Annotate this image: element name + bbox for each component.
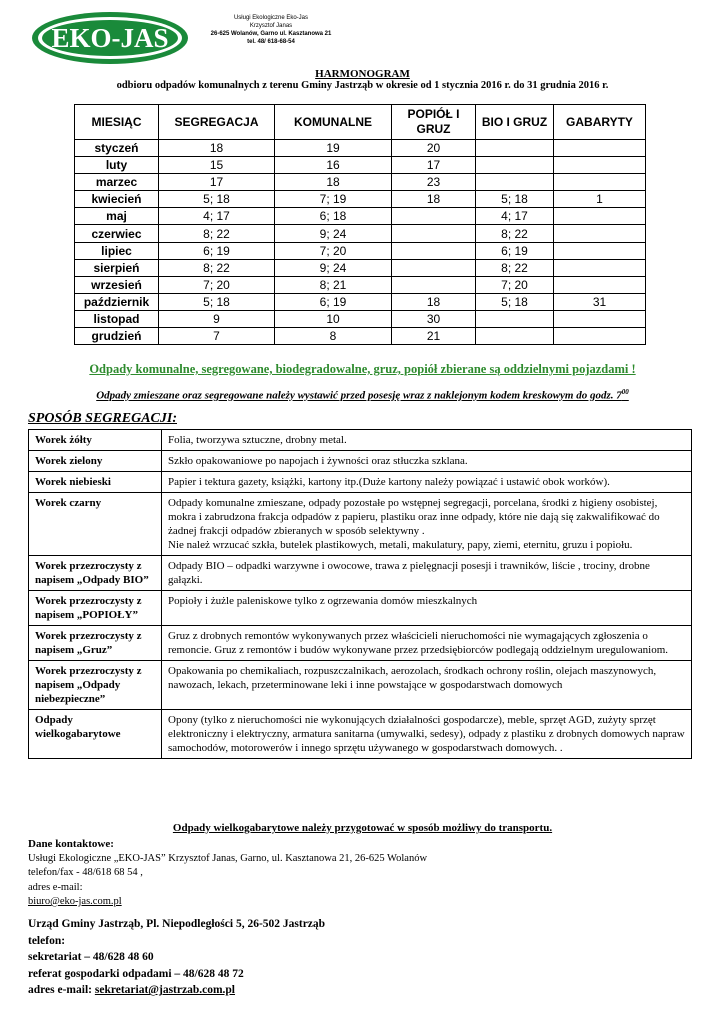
month-cell: październik [75, 293, 159, 310]
date-cell [476, 174, 554, 191]
company-info [196, 14, 346, 46]
month-cell: listopad [75, 310, 159, 327]
company-line: Krzysztof Janas [249, 23, 293, 29]
date-cell: 18 [392, 191, 476, 208]
bag-contents-cell: Opony (tylko z nieruchomości nie wykonujących działalności gospodarcze), meble, sprzęt AGD, zużyty sprzęt elektroniczny i elektryczny, armatura sanitarna (umywalki, sedesy), odpady z plastiku z drobnych domowych napraw samochodów, motorowerów i innego sprzętu używanego w gospodarstwach domowych. . [162, 710, 692, 759]
company-line: tel. 48/ 618-68-54 [247, 39, 295, 45]
table-row [29, 472, 692, 493]
schedule-table [74, 104, 646, 345]
date-cell [554, 310, 646, 327]
date-cell [554, 242, 646, 259]
col-header: BIO I GRUZ [476, 105, 554, 140]
office-line: telefon: [28, 934, 66, 947]
date-cell: 17 [392, 157, 476, 174]
date-cell [554, 276, 646, 293]
document-title: HARMONOGRAM [315, 68, 410, 80]
table-row [75, 208, 646, 225]
bag-type-cell: Worek przezroczysty z napisem „POPIOŁY” [29, 591, 162, 626]
collection-note: Odpady komunalne, segregowane, biodegradowalne, gruz, popiół zbierane są oddzielnymi pojazdami ! [89, 362, 636, 376]
date-cell: 18 [392, 293, 476, 310]
date-cell: 5; 18 [476, 191, 554, 208]
office-email-line [28, 982, 325, 999]
table-row [75, 293, 646, 310]
table-row [75, 140, 646, 157]
date-cell: 8; 22 [476, 259, 554, 276]
table-row [29, 493, 692, 556]
month-cell: maj [75, 208, 159, 225]
notice-text: Odpady zmieszane oraz segregowane należy wystawić przed posesję wraz z naklejonym kodem kreskowym do godz. 7 [96, 389, 622, 402]
date-cell: 4; 17 [159, 208, 275, 225]
month-cell: lipiec [75, 242, 159, 259]
schedule-header-row [75, 105, 646, 140]
date-cell [554, 225, 646, 242]
bag-contents-cell: Odpady komunalne zmieszane, odpady pozostałe po wstępnej segregacji, porcelana, środki z higieny osobistej, mokra i zabrudzona frakcja odpadów z papieru, plastiku oraz inne odpady, które nie dają się zakwalifikować do żadnej frakcji odpadów zbieranych w sposób selektywny . Nie należ wrzucać szkła, butelek plastikowych, metali, makulatury, papy, ziemi, eternitu, gruzu i popiołu. [162, 493, 692, 556]
col-header: MIESIĄC [75, 105, 159, 140]
office-line: Urząd Gminy Jastrząb, Pl. Niepodległości 5, 26-502 Jastrząb [28, 918, 326, 930]
company-line: Usługi Ekologiczne Eko-Jas [233, 15, 309, 21]
table-row [75, 276, 646, 293]
contact-section [28, 837, 427, 910]
date-cell [554, 157, 646, 174]
date-cell: 7; 20 [476, 276, 554, 293]
office-email-link[interactable]: sekretariat@jastrzab.com.pl [94, 984, 236, 997]
table-row [29, 710, 692, 759]
date-cell: 17 [159, 174, 275, 191]
col-header: KOMUNALNE [275, 105, 392, 140]
office-email-label: adres e-mail: [28, 984, 95, 997]
date-cell [554, 328, 646, 345]
contact-heading: Dane kontaktowe: [28, 838, 114, 850]
date-cell: 6; 19 [159, 242, 275, 259]
month-cell: czerwiec [75, 225, 159, 242]
date-cell: 5; 18 [476, 293, 554, 310]
date-cell [554, 259, 646, 276]
date-cell: 21 [392, 328, 476, 345]
date-cell [392, 225, 476, 242]
bag-type-cell: Worek czarny [29, 493, 162, 556]
date-cell: 18 [275, 174, 392, 191]
bag-contents-cell: Opakowania po chemikaliach, rozpuszczalnikach, aerozolach, środkach ochrony roślin, olejach maszynowych, nawozach, lekach, przeterminowane leki i inne powstające w gospodarstwach domowych [162, 661, 692, 710]
date-cell: 5; 18 [159, 191, 275, 208]
date-cell [554, 208, 646, 225]
date-cell: 8 [275, 328, 392, 345]
date-cell [392, 276, 476, 293]
date-cell [554, 140, 646, 157]
bag-contents-cell: Folia, tworzywa sztuczne, drobny metal. [162, 430, 692, 451]
table-row [75, 328, 646, 345]
date-cell [392, 208, 476, 225]
bag-type-cell: Worek przezroczysty z napisem „Odpady BIO” [29, 556, 162, 591]
transport-note: Odpady wielkogabarytowe należy przygotować w sposób możliwy do transportu. [172, 822, 553, 834]
date-cell: 8; 22 [159, 259, 275, 276]
date-cell [392, 242, 476, 259]
date-cell: 5; 18 [159, 293, 275, 310]
month-cell: styczeń [75, 140, 159, 157]
office-section [28, 916, 325, 999]
date-cell: 15 [159, 157, 275, 174]
date-cell: 6; 19 [476, 242, 554, 259]
bag-type-cell: Worek zielony [29, 451, 162, 472]
date-cell [392, 259, 476, 276]
contact-line: adres e-mail: [28, 881, 83, 893]
contact-email-link[interactable]: biuro@eko-jas.com.pl [28, 896, 122, 907]
date-cell: 16 [275, 157, 392, 174]
bag-contents-cell: Szkło opakowaniowe po napojach i żywności oraz stłuczka szklana. [162, 451, 692, 472]
bag-contents-cell: Gruz z drobnych remontów wykonywanych przez właścicieli nieruchomości nie wymagających zgłoszenia o remoncie. Gruz z remontów i budów wykonywane przez przedsiębiorców podlegają oddzielnym uregulowaniom. [162, 626, 692, 661]
bag-contents-cell: Popioły i żużle paleniskowe tylko z ogrzewania domów mieszkalnych [162, 591, 692, 626]
col-header: GABARYTY [554, 105, 646, 140]
logo-text: EKO-JAS [51, 23, 169, 53]
table-row [29, 556, 692, 591]
bag-type-cell: Worek żółty [29, 430, 162, 451]
month-cell: kwiecień [75, 191, 159, 208]
month-cell: sierpień [75, 259, 159, 276]
bag-type-cell: Worek przezroczysty z napisem „Gruz” [29, 626, 162, 661]
table-row [29, 661, 692, 710]
bag-contents-cell: Odpady BIO – odpadki warzywne i owocowe, trawa z pielęgnacji posesji i trawników, liście , trociny, drobne gałązki. [162, 556, 692, 591]
date-cell: 8; 22 [476, 225, 554, 242]
placement-notice [0, 388, 725, 402]
bag-type-cell: Worek przezroczysty z napisem „Odpady niebezpieczne” [29, 661, 162, 710]
table-row [75, 174, 646, 191]
eko-jas-logo [30, 10, 190, 66]
date-cell: 20 [392, 140, 476, 157]
table-row [29, 451, 692, 472]
date-cell [476, 157, 554, 174]
date-cell: 8; 21 [275, 276, 392, 293]
table-row [75, 259, 646, 276]
table-row [75, 242, 646, 259]
date-cell: 9; 24 [275, 225, 392, 242]
bag-contents-cell: Papier i tektura gazety, książki, kartony itp.(Duże kartony należy powiązać i ustawić obok worków). [162, 472, 692, 493]
col-header: POPIÓŁ I GRUZ [392, 105, 476, 140]
bag-type-cell: Worek niebieski [29, 472, 162, 493]
date-cell: 7; 20 [275, 242, 392, 259]
date-cell: 18 [159, 140, 275, 157]
month-cell: marzec [75, 174, 159, 191]
date-cell: 6; 19 [275, 293, 392, 310]
contact-line: Usługi Ekologiczne „EKO-JAS” Krzysztof Janas, Garno, ul. Kasztanowa 21, 26-625 Wolanów [28, 852, 428, 864]
table-row [29, 591, 692, 626]
table-row [75, 310, 646, 327]
office-line: referat gospodarki odpadami – 48/628 48 72 [28, 967, 244, 980]
date-cell [476, 140, 554, 157]
date-cell: 9 [159, 310, 275, 327]
date-cell: 30 [392, 310, 476, 327]
date-cell: 7; 20 [159, 276, 275, 293]
table-row [75, 157, 646, 174]
table-row [75, 225, 646, 242]
date-cell: 8; 22 [159, 225, 275, 242]
date-cell [476, 328, 554, 345]
month-cell: wrzesień [75, 276, 159, 293]
document-subtitle: odbioru odpadów komunalnych z terenu Gminy Jastrząb w okresie od 1 stycznia 2016 r. do 31 grudnia 2016 r. [116, 80, 609, 91]
bag-type-cell: Odpady wielkogabarytowe [29, 710, 162, 759]
table-row [75, 191, 646, 208]
date-cell: 6; 18 [275, 208, 392, 225]
date-cell: 7 [159, 328, 275, 345]
table-row [29, 430, 692, 451]
date-cell: 19 [275, 140, 392, 157]
company-line: 26-625 Wolanów, Garno ul. Kasztanowa 21 [210, 31, 332, 37]
notice-time-sup: 00 [621, 388, 629, 396]
table-row [29, 626, 692, 661]
month-cell: grudzień [75, 328, 159, 345]
date-cell: 9; 24 [275, 259, 392, 276]
date-cell: 10 [275, 310, 392, 327]
contact-line: telefon/fax - 48/618 68 54 , [28, 867, 143, 878]
date-cell: 23 [392, 174, 476, 191]
month-cell: luty [75, 157, 159, 174]
date-cell [476, 310, 554, 327]
date-cell: 4; 17 [476, 208, 554, 225]
segregation-heading: SPOSÓB SEGREGACJI: [28, 411, 177, 426]
office-line: sekretariat – 48/628 48 60 [28, 951, 154, 964]
date-cell: 31 [554, 293, 646, 310]
date-cell [554, 174, 646, 191]
col-header: SEGREGACJA [159, 105, 275, 140]
segregation-table [28, 429, 692, 759]
date-cell: 1 [554, 191, 646, 208]
date-cell: 7; 19 [275, 191, 392, 208]
